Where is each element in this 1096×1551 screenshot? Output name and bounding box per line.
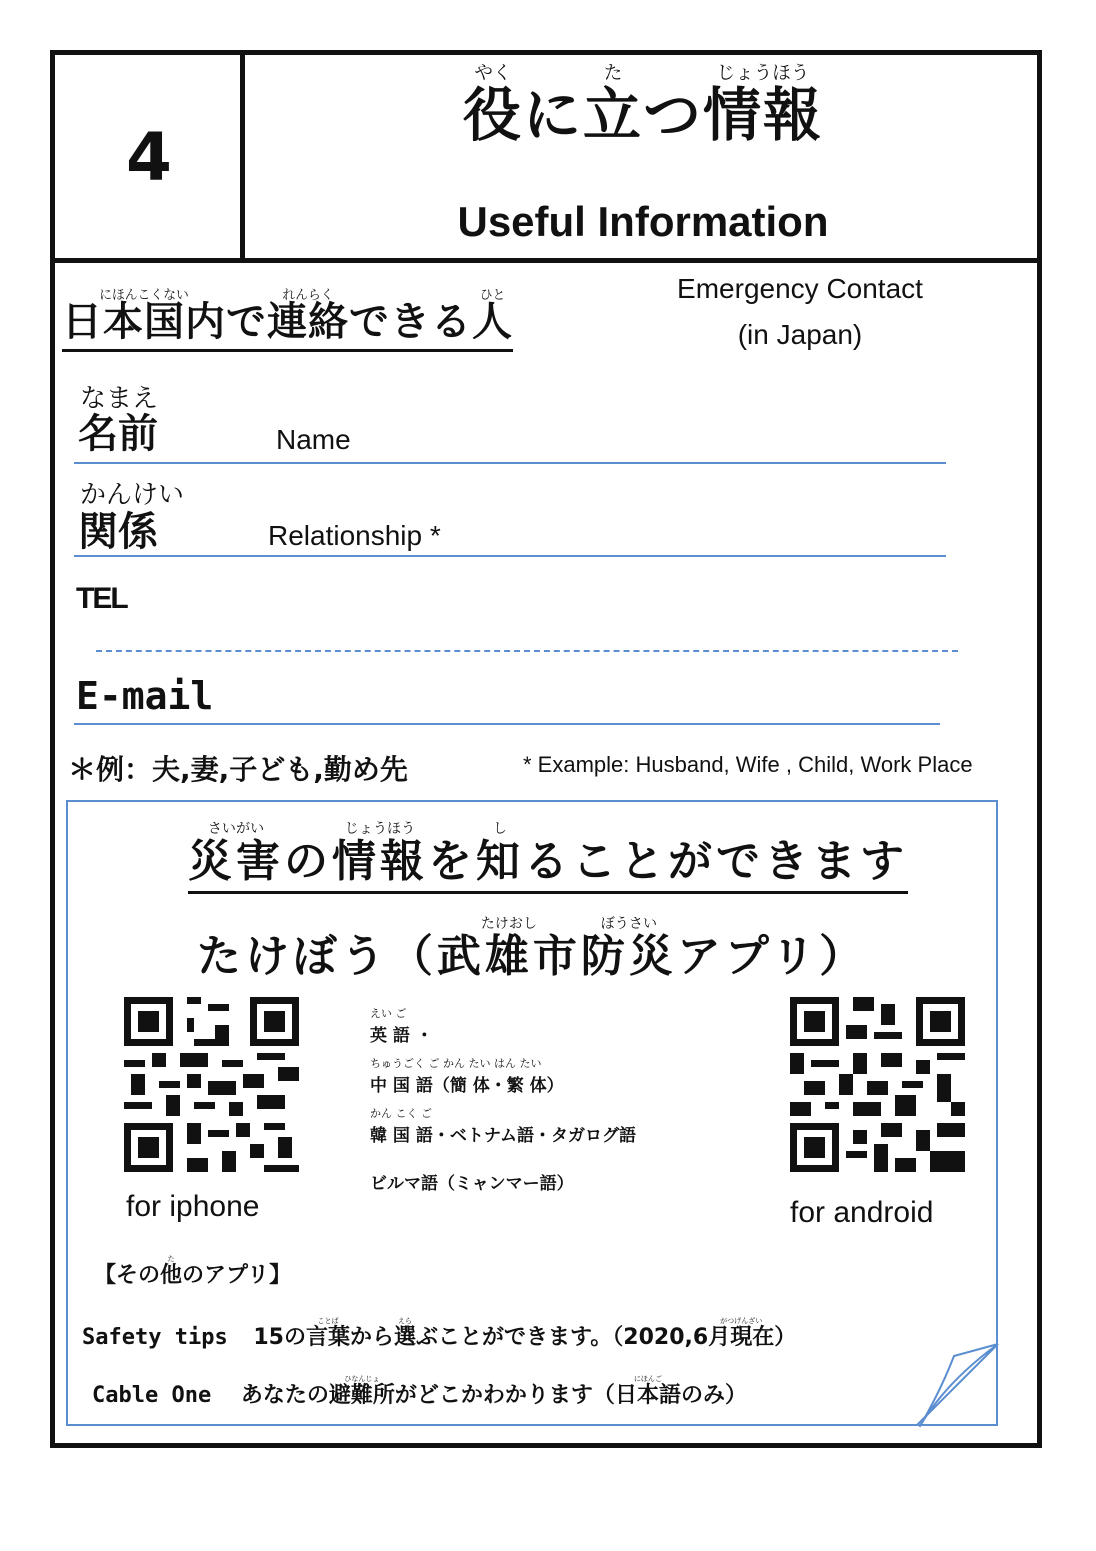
safety-tips-desc (253, 1316, 797, 1350)
ruby-reading: にほんこくない (99, 287, 189, 303)
ruby-base: 他 (160, 1263, 183, 1288)
ruby-segment (643, 68, 703, 152)
language-text: 韓 国 語・ベトナム語・タガログ語 (370, 1126, 636, 1146)
ruby-base: 【その (94, 1263, 161, 1288)
language-text: 中 国 語（簡 体・繁 体） (370, 1076, 564, 1096)
ruby-reading: がつげんざい (720, 1316, 763, 1326)
language-text: ビルマ語（ミャンマー語） (370, 1174, 574, 1194)
page-title-jp (248, 62, 1038, 152)
email-label: E-mail (76, 674, 214, 718)
other-apps-heading (94, 1254, 292, 1289)
name-label-en: Name (276, 424, 351, 455)
ruby-reading: さいがい (207, 820, 265, 837)
relation-label-en: Relationship * (268, 520, 441, 551)
name-label-jp: 名前 (78, 411, 158, 457)
ruby-reading: た (167, 1254, 175, 1264)
ruby-reading: し (492, 820, 508, 837)
ruby-segment (395, 1378, 615, 1409)
ruby-base: ぶことができます。（2020,6 (416, 1325, 709, 1350)
ruby-segment (182, 1258, 291, 1289)
ruby-base: 避難所 (328, 1383, 395, 1408)
ruby-segment (774, 1320, 796, 1351)
ruby-base: 言葉 (306, 1325, 351, 1350)
cable-one-row (92, 1374, 747, 1409)
ruby-base: 情報 (332, 836, 428, 887)
ruby-segment (188, 820, 284, 889)
ruby-base: 選 (394, 1325, 417, 1350)
example-jp: ＊例：夫,妻,子ども,勤め先 (68, 753, 408, 786)
ruby-segment (462, 62, 523, 152)
ruby-base: を (428, 836, 476, 887)
language-item (370, 1005, 636, 1055)
ruby-base: の (284, 836, 332, 887)
android-label: for android (790, 1196, 934, 1229)
language-text: 英 語 ・ (370, 1026, 433, 1046)
ruby-reading: じょうほう (716, 62, 810, 84)
disaster-info-title (188, 820, 908, 894)
ruby-segment (226, 290, 267, 347)
ruby-reading: じょうほう (344, 820, 416, 837)
page-curl-icon (916, 1342, 1000, 1428)
ruby-base: 日本国内 (62, 299, 226, 345)
ruby-base: 連絡 (267, 299, 349, 345)
ruby-base: 情報 (703, 81, 824, 149)
ruby-segment (284, 825, 332, 889)
ruby-reading: えら (398, 1316, 413, 1326)
ruby-base: たけぼう（ (196, 931, 437, 982)
ruby-segment (708, 1316, 775, 1351)
cable-one-name: Cable One (92, 1383, 212, 1408)
ruby-segment (62, 287, 226, 347)
ruby-base: のみ） (680, 1383, 747, 1408)
ruby-segment (197, 920, 437, 984)
ruby-segment (253, 1320, 306, 1351)
cable-one-desc (240, 1374, 747, 1408)
ruby-base: で (226, 299, 267, 345)
ruby-base: 防災 (580, 931, 677, 982)
ruby-base: のアプリ】 (182, 1263, 292, 1288)
ruby-reading: ひなんじょ (344, 1374, 380, 1384)
tel-label: TEL (76, 582, 127, 615)
ruby-segment (681, 1378, 747, 1409)
ruby-base: できる (349, 299, 472, 345)
email-field-line[interactable] (74, 723, 940, 725)
ruby-segment (160, 1254, 183, 1289)
ruby-base: がどこかわかります（ (394, 1383, 615, 1408)
ruby-base: 月現在 (708, 1325, 775, 1350)
ruby-base: アプリ） (676, 931, 868, 982)
iphone-qr-code[interactable] (124, 997, 299, 1172)
safety-tips-row (82, 1316, 797, 1351)
section-number: 4 (126, 119, 172, 196)
ruby-reading: たけおし (480, 915, 538, 932)
ruby-base: 15の (253, 1325, 306, 1350)
ruby-base: つ (643, 81, 704, 149)
ruby-segment (328, 1374, 395, 1409)
ruby-reading: にほんご (633, 1374, 662, 1384)
ruby-segment (332, 820, 428, 889)
language-ruby: えい ご (370, 1007, 407, 1020)
iphone-label: for iphone (126, 1190, 260, 1223)
relation-ruby: かんけい (80, 480, 185, 510)
tel-field-line[interactable] (96, 650, 958, 652)
ruby-segment (524, 825, 908, 889)
ruby-segment (436, 915, 581, 984)
language-item (370, 1155, 636, 1219)
ruby-segment (614, 1374, 681, 1409)
ruby-reading: た (603, 62, 623, 84)
ruby-segment (94, 1258, 160, 1289)
contact-section-title-en-line1: Emergency Contact (677, 273, 923, 304)
ruby-base: 人 (472, 299, 513, 345)
language-item (370, 1055, 636, 1105)
contact-section-title-en-line2: (in Japan) (737, 319, 863, 350)
name-field-line[interactable] (74, 462, 946, 464)
safety-tips-name: Safety tips (82, 1325, 228, 1350)
ruby-base: ） (774, 1325, 797, 1350)
ruby-reading: やく (474, 62, 512, 84)
ruby-segment (476, 820, 524, 889)
ruby-base: 武雄市 (436, 931, 581, 982)
ruby-segment (428, 825, 476, 889)
ruby-reading: ことば (317, 1316, 339, 1326)
ruby-base: 立 (582, 81, 643, 149)
page-title-en: Useful Information (457, 198, 829, 245)
ruby-segment (580, 915, 677, 984)
ruby-segment (267, 287, 349, 347)
contact-section-title-jp (62, 287, 513, 352)
ruby-segment (416, 1320, 708, 1351)
ruby-base: 役 (462, 81, 523, 149)
language-item (370, 1105, 636, 1155)
ruby-segment (349, 290, 472, 347)
ruby-segment (306, 1316, 351, 1351)
language-ruby: ちゅうごく ご かん たい はん たい (370, 1057, 542, 1070)
ruby-reading: れんらく (282, 287, 334, 303)
language-ruby: かん こく ご (370, 1107, 432, 1120)
contact-section-title-en (650, 266, 950, 358)
ruby-segment (472, 287, 513, 347)
ruby-base: 知 (476, 836, 524, 887)
ruby-segment (523, 68, 583, 152)
ruby-base: に (522, 81, 583, 149)
ruby-base: あなたの (240, 1383, 329, 1408)
ruby-segment (582, 62, 643, 152)
android-qr-code[interactable] (790, 997, 965, 1172)
ruby-reading: ひと (479, 287, 506, 303)
ruby-segment (677, 920, 867, 984)
ruby-segment (394, 1316, 417, 1351)
language-list (370, 1005, 636, 1219)
ruby-base: 災害 (188, 836, 284, 887)
ruby-base: 日本語 (614, 1383, 681, 1408)
ruby-segment (703, 62, 824, 152)
ruby-base: ることができます (524, 836, 908, 887)
ruby-segment (241, 1378, 329, 1409)
ruby-reading: ぼうさい (600, 915, 658, 932)
takebou-app-title (66, 915, 998, 984)
relation-label-jp: 関係 (78, 509, 158, 555)
example-en: * Example: Husband, Wife , Child, Work Place (523, 752, 973, 777)
relation-field-line[interactable] (74, 555, 946, 557)
name-ruby: なまえ (80, 384, 159, 414)
ruby-base: から (350, 1325, 395, 1350)
ruby-segment (350, 1320, 394, 1351)
